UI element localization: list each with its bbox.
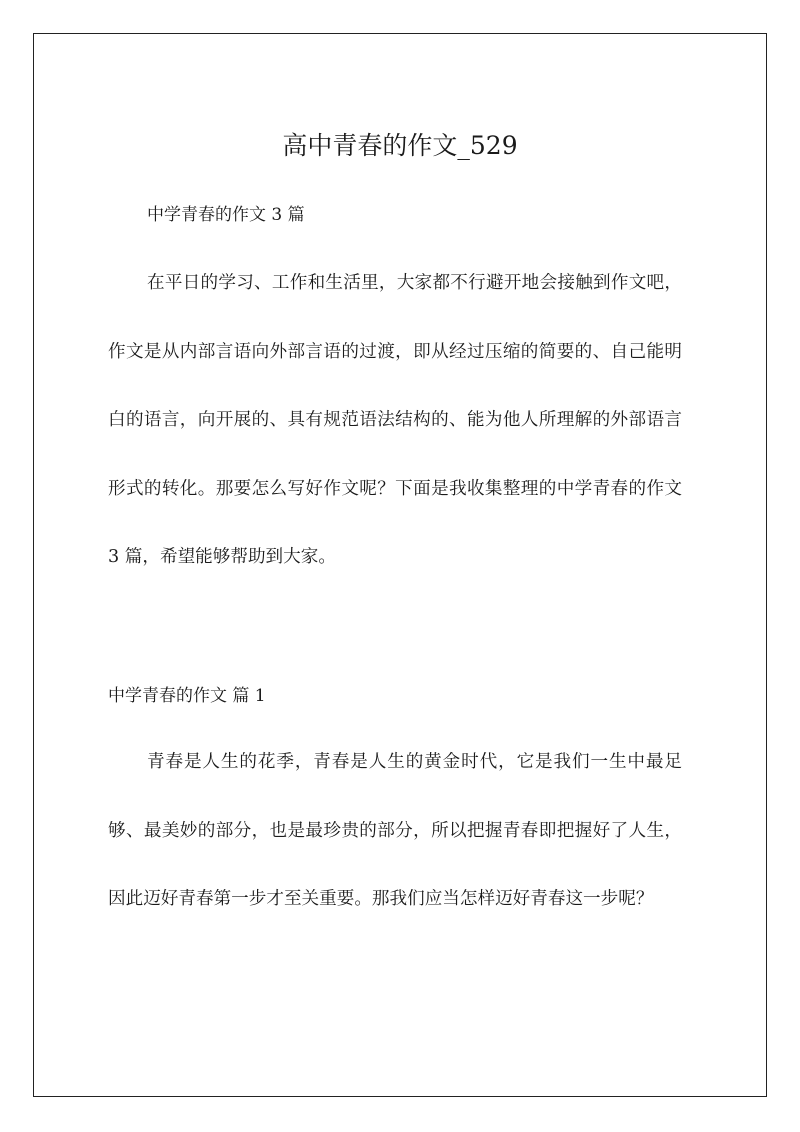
document-title: 高中青春的作文_529 (282, 131, 518, 160)
section-paragraph: 青春是人生的花季，青春是人生的黄金时代，它是我们一生中最足够、最美妙的部分，也是最珍贵的部分，所以把握青春即把握好了人生，因此迈好青春第一步才至关重要。那我们应当怎样迈好青春这一步呢？ (108, 752, 682, 910)
document-subtitle: 中学青春的作文 3 篇 (147, 205, 305, 225)
section-heading: 中学青春的作文 篇 1 (108, 686, 266, 706)
intro-paragraph: 在平日的学习、工作和生活里，大家都不行避开地会接触到作文吧，作文是从内部言语向外部言语的过渡，即从经过压缩的简要的、自己能明白的语言，向开展的、具有规范语法结构的、能为他人所理解的外部语言形式的转化。那要怎么写好作文呢？下面是我收集整理的中学青春的作文 3 篇，希望能够帮助到大家。 (108, 273, 682, 568)
